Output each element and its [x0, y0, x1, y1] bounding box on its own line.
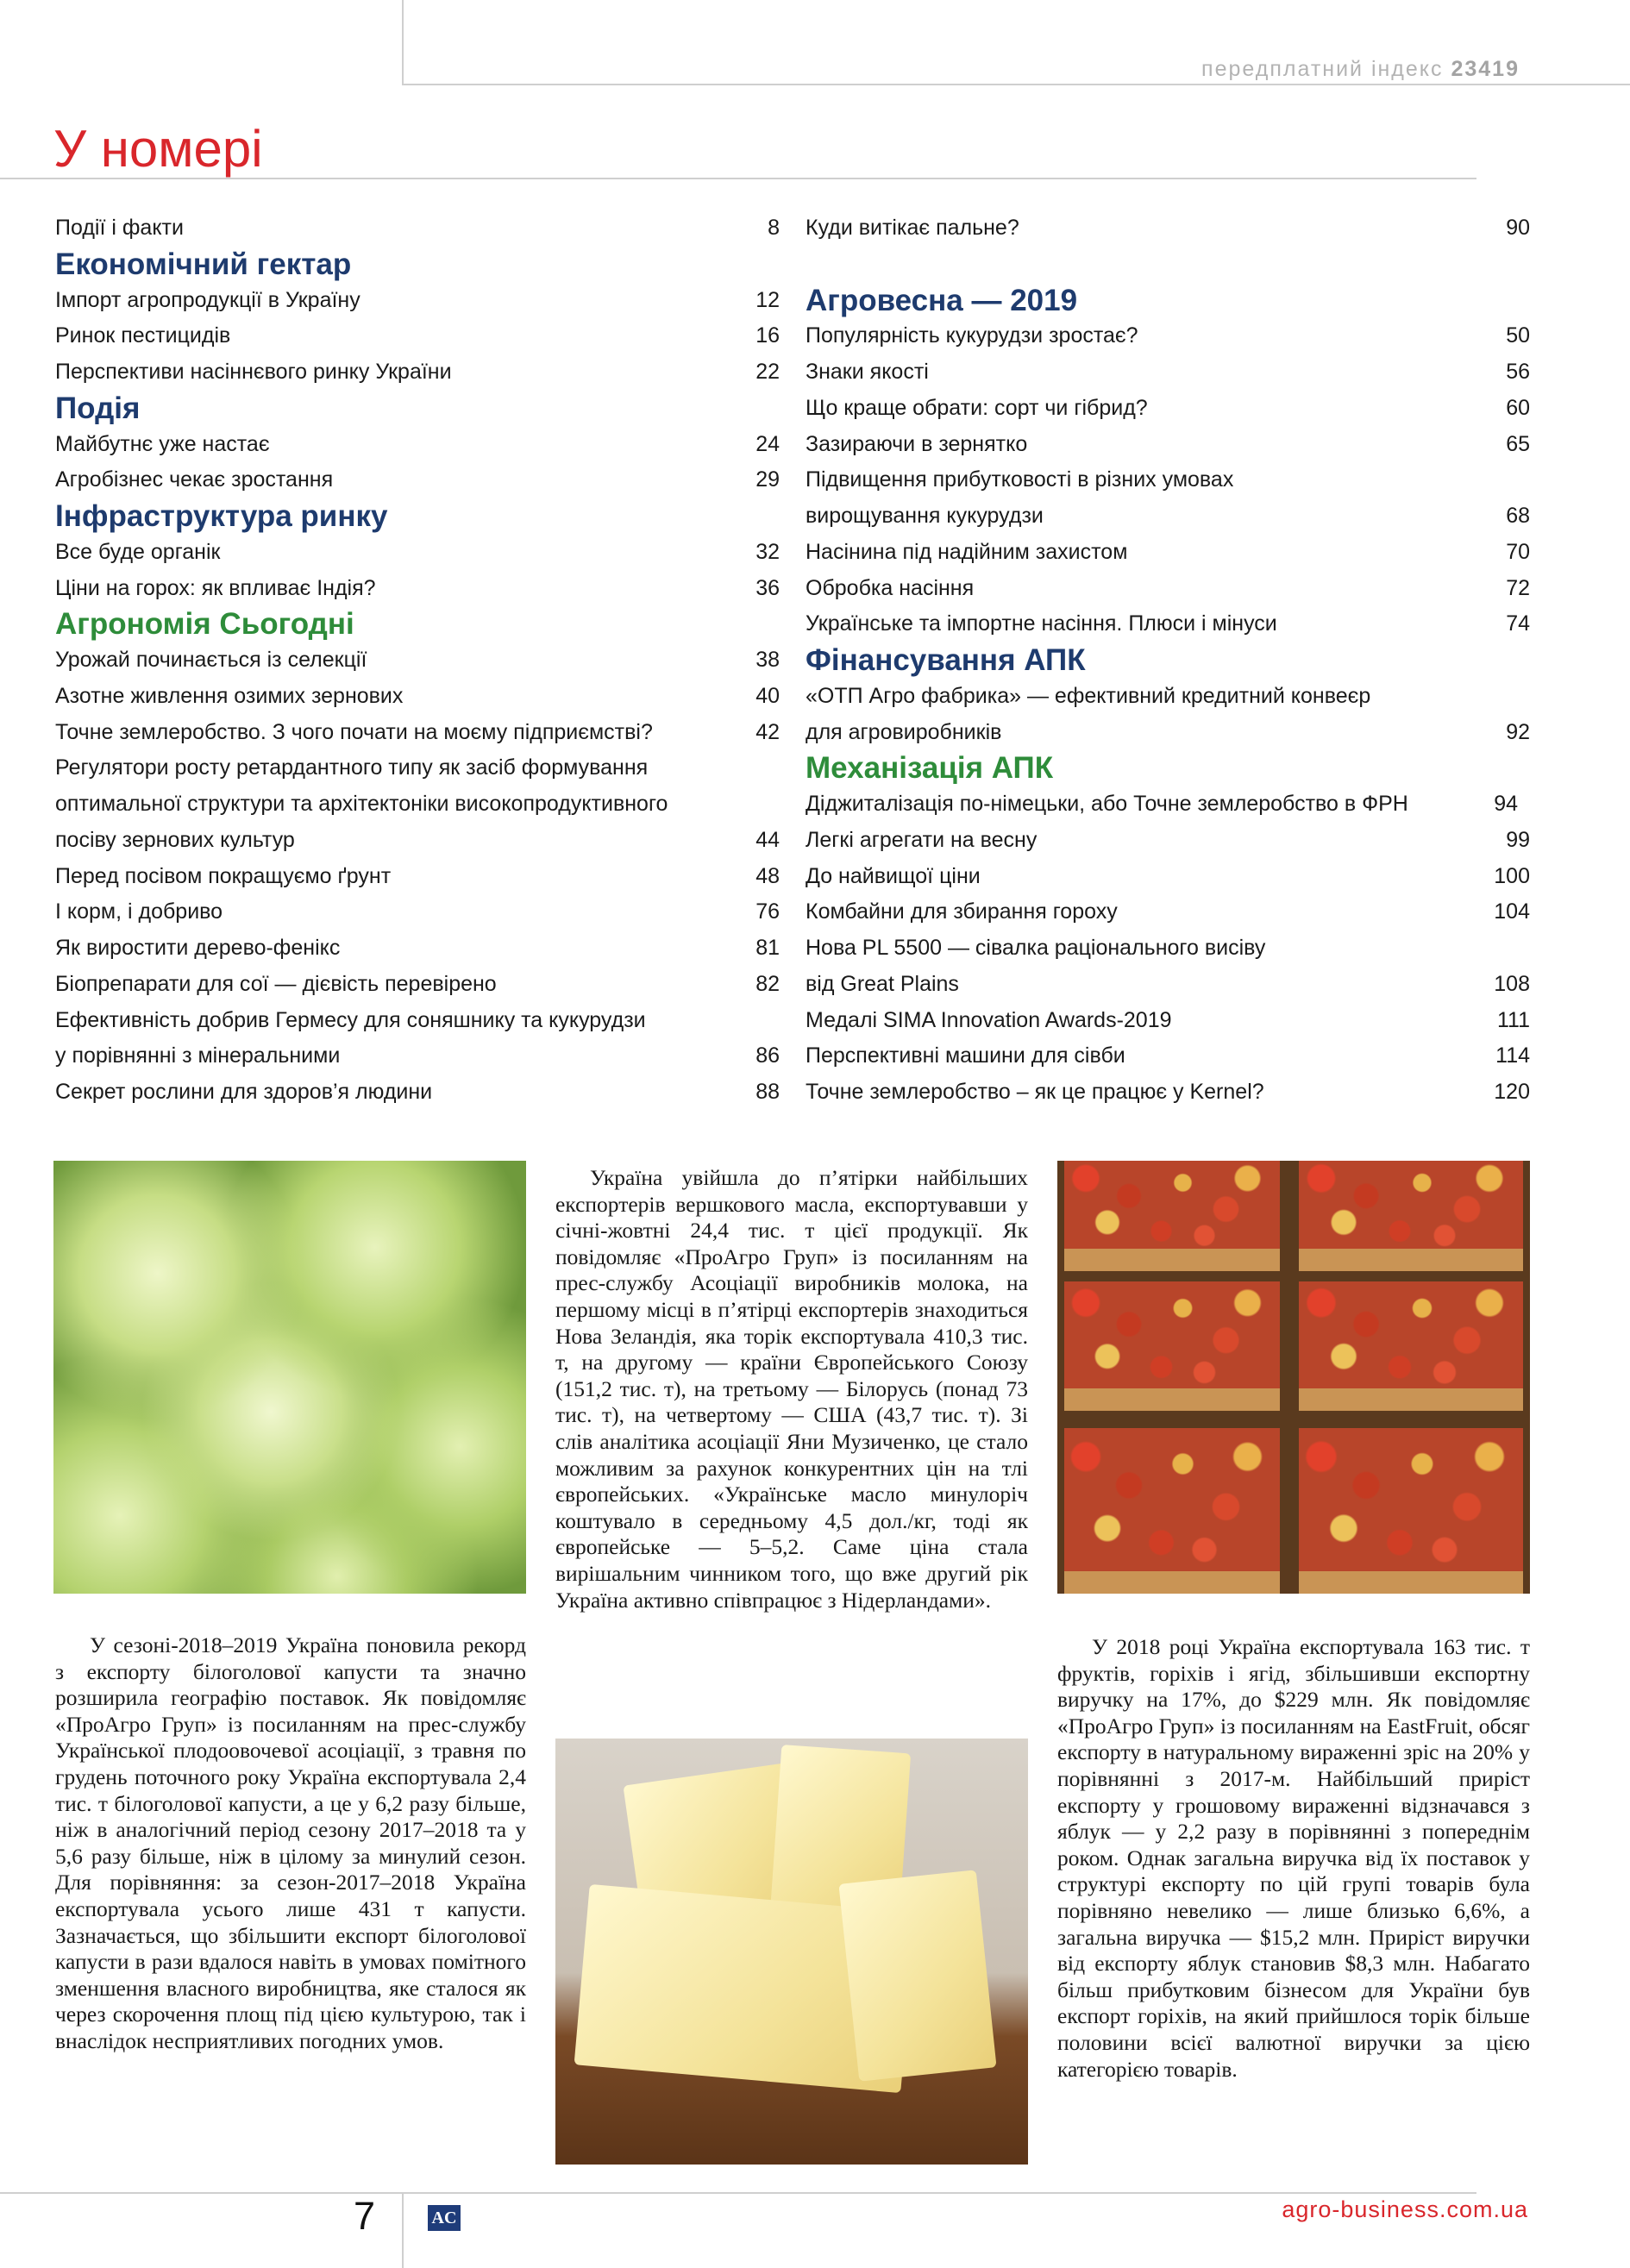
apple-crate — [1064, 1428, 1280, 1594]
toc-item-title: «ОТП Агро фабрика» — ефективний кредитний конвеєр — [806, 683, 1371, 708]
toc-item[interactable] — [806, 715, 1530, 751]
toc-item-title: оптимальної структури та архітектоніки високопродуктивного — [55, 792, 668, 816]
toc-item[interactable] — [806, 823, 1530, 859]
toc-item[interactable] — [55, 823, 780, 859]
toc-item-title: Підвищення прибутковості в різних умовах — [806, 467, 1234, 492]
toc-item-title: Події і факти — [55, 216, 184, 240]
toc-item[interactable] — [806, 318, 1530, 354]
fruit-article: У 2018 році Україна експортувала 163 тис. т фруктів, горіхів і ягід, збільшивши експортну виручку на 17%, до $229 млн. Як повідомляє «ПроАгро Груп» із посиланням на EastFruit, обсяг експорту в натуральному вираженні зріс на 20% у порівнянні з 2017-м. Найбільший приріст експорту у грошовому вираженні відзначався з яблук — у 2,2 разу в порівнянні з попереднім роком. Однак загальна виручка від їх поставок у структурі експорту по цій групі товарів була порівняно невелико — лише близько 6,6%, а загальна виручка — $15,2 млн. Приріст виручки від експорту яблук становив $8,3 млн. Набагато більш прибутковим бізнесом для України був експорт горіхів, на який прийшлося торік більше половини всієї валютної виручки за цією категорією товарів. — [1057, 1634, 1530, 2082]
toc-item[interactable] — [806, 606, 1530, 642]
header-divider — [402, 84, 1630, 85]
toc-item[interactable] — [806, 498, 1530, 535]
toc-item-title: Популярність кукурудзи зростає? — [806, 323, 1138, 348]
toc-item-title: Все буде органік — [55, 539, 221, 564]
toc-item[interactable] — [806, 391, 1530, 427]
toc-item[interactable] — [55, 715, 780, 751]
apple-crate — [1299, 1428, 1523, 1594]
toc-item[interactable] — [55, 318, 780, 354]
toc-item-page: 36 — [755, 575, 780, 600]
toc-item-title: Перспективи насіннєвого ринку України — [55, 360, 452, 384]
butter-article: Україна увійшла до п’ятірки найбільших експортерів вершкового масла, експортувавши у січні-жовтні 24,4 тис. т цієї продукції. Як повідомляє «ПроАгро Груп» із посиланням на прес-службу Асоціації виробників молока, на першому місці в п’ятірці експортерів знаходиться Нова Зеландія, яка торік експортувала 410,3 тис. т, на другому — країни Європейського Союзу (151,2 тис. т), на третьому — Білорусь (понад 73 тис. т), на четвертому — США (43,7 тис. т). Зі слів аналітика асоціації Яни Музиченко, це стало можливим за рахунок конкурентних цін на тлі європейських. «Українське масло минулоріч коштувало в середньому 4,5 дол./кг, тоді як європейське — 5–5,2. Саме ціна стала вирішальним чинником того, що вже другий рік Україна активно співпрацює з Нідерландами». — [555, 1165, 1028, 1613]
toc-item-page: 94 — [1494, 792, 1518, 816]
toc-item-title: Регулятори росту ретардантного типу як засіб формування — [55, 755, 649, 780]
subscription-number: 23419 — [1451, 57, 1520, 81]
toc-item[interactable] — [55, 210, 780, 247]
toc-item[interactable] — [55, 427, 780, 463]
toc-item[interactable] — [55, 642, 780, 679]
toc-item-title: Перед посівом покращуємо ґрунт — [55, 863, 392, 888]
cabbage-article: У сезоні-2018–2019 Україна поновила рекорд з експорту білоголової капусти та значно розширила географію поставок. Як повідомляє «ПроАгро Груп» із посиланням на прес-службу Української плодоовочевої асоціації, з травня по грудень поточного року Україна експортувала 2,4 тис. т білоголової капусти, а це у 6,2 разу більше, ніж в аналогічний період сезону 2017–2018 та у 5,6 разу більше, ніж в цілому за минулий сезон. Для порівняння: за сезон-2017–2018 Україна експортувала усього лише 431 т капусти. Зазначається, що збільшити експорт білоголової капусти в рази вдалося навіть в умовах помітного зменшення власного виробництва, яке сталося як через скорочення площ під цією культурою, так і внаслідок несприятливих погодних умов. — [55, 1632, 526, 2053]
subscription-index — [1201, 57, 1520, 82]
toc-item[interactable] — [806, 1074, 1530, 1111]
toc-item-title: Азотне живлення озимих зернових — [55, 683, 404, 708]
toc-item[interactable] — [806, 1003, 1530, 1039]
toc-item-title: Що краще обрати: сорт чи гібрид? — [806, 395, 1148, 420]
toc-item-title: Нова PL 5500 — сівалка раціонального висіву — [806, 936, 1266, 960]
toc-item-line[interactable] — [806, 462, 1530, 498]
toc-item-title: Обробка насіння — [806, 575, 975, 600]
footer-divider-vertical — [402, 2192, 404, 2268]
toc-item-page: 16 — [755, 323, 780, 348]
toc-item-page: 90 — [1506, 216, 1530, 240]
toc-item-title: Точне землеробство. З чого почати на моєму підприємстві? — [55, 719, 653, 744]
toc-item-line[interactable] — [806, 679, 1530, 715]
toc-item[interactable] — [55, 354, 780, 391]
toc-item-title: Секрет рослини для здоров’я людини — [55, 1080, 433, 1104]
toc-item[interactable] — [806, 1038, 1530, 1074]
toc-item-title: Насінина під надійним захистом — [806, 539, 1128, 564]
toc-item-title: Медалі SIMA Innovation Awards-2019 — [806, 1007, 1172, 1032]
toc-section-heading: Механізація АПК — [806, 751, 1054, 786]
toc-item[interactable] — [806, 967, 1530, 1003]
toc-left-column — [55, 210, 780, 1111]
apple-crate — [1064, 1161, 1280, 1271]
toc-item-title: Діджиталізація по-німецьки, або Точне землеробство в ФРН — [806, 792, 1408, 816]
toc-item[interactable] — [55, 1074, 780, 1111]
toc-item-page: 92 — [1506, 719, 1530, 744]
toc-item-title: Як виростити дерево-фенікс — [55, 936, 341, 960]
toc-item-title: Точне землеробство – як це працює у Kernel? — [806, 1080, 1264, 1104]
toc-item[interactable] — [806, 786, 1530, 823]
toc-section-heading: Інфраструктура ринку — [55, 499, 388, 533]
toc-item-line[interactable] — [806, 930, 1530, 967]
toc-item-page: 24 — [755, 431, 780, 456]
toc-item-page: 48 — [755, 863, 780, 888]
toc-item-page: 44 — [755, 827, 780, 852]
toc-item-page: 32 — [755, 539, 780, 564]
toc-item-page: 70 — [1506, 539, 1530, 564]
cabbage-photo — [53, 1161, 526, 1594]
toc-item-page: 42 — [755, 719, 780, 744]
toc-item[interactable] — [806, 571, 1530, 607]
toc-item-title: Легкі агрегати на весну — [806, 827, 1038, 852]
toc-item-title: Біопрепарати для сої — дієвість перевірено — [55, 971, 497, 996]
toc-item[interactable] — [806, 427, 1530, 463]
toc-item[interactable] — [806, 210, 1530, 247]
toc-item-line[interactable] — [55, 786, 780, 823]
apples-photo — [1057, 1161, 1530, 1594]
toc-section-heading: Агрономія Сьогодні — [55, 607, 354, 642]
toc-item[interactable] — [55, 859, 780, 895]
toc-item[interactable] — [806, 354, 1530, 391]
toc-item-page: 74 — [1506, 611, 1530, 636]
toc-item-title: Зазираючи в зернятко — [806, 431, 1028, 456]
toc-item-page: 40 — [755, 683, 780, 708]
toc-item-title: Перспективні машини для сівби — [806, 1043, 1125, 1068]
toc-item-title: Майбутнє уже настає — [55, 431, 270, 456]
toc-item-title: Українське та імпортне насіння. Плюси і мінуси — [806, 611, 1277, 636]
toc-item-title: Імпорт агропродукції в Україну — [55, 287, 360, 312]
toc-item[interactable] — [806, 894, 1530, 930]
toc-item-title: Урожай починається із селекції — [55, 648, 367, 672]
toc-item-page: 38 — [755, 648, 780, 672]
toc-item-title: Агробізнес чекає зростання — [55, 467, 334, 492]
toc-item-page: 56 — [1506, 360, 1530, 384]
header-divider-vertical — [402, 0, 404, 85]
toc-item-title: Куди витікає пальне? — [806, 216, 1019, 240]
toc-item-title: Комбайни для збирання гороху — [806, 899, 1118, 924]
toc-item-title: Ефективність добрив Гермесу для соняшнику та кукурудзи — [55, 1007, 646, 1032]
toc-item-title: Ціни на горох: як впливає Індія? — [55, 575, 376, 600]
toc-item-page: 104 — [1494, 899, 1530, 924]
butter-photo — [555, 1739, 1028, 2165]
toc-item-title: вирощування кукурудзи — [806, 504, 1044, 528]
butter-piece — [838, 1870, 996, 2081]
subscription-label: передплатний індекс — [1201, 57, 1444, 81]
toc-section-heading: Агровесна — 2019 — [806, 283, 1078, 317]
toc-section-heading: Фінансування АПК — [806, 643, 1086, 677]
toc-item[interactable] — [55, 1038, 780, 1074]
toc-section-heading: Подія — [55, 391, 141, 425]
footer-divider — [0, 2192, 1476, 2194]
toc-item-page: 100 — [1494, 863, 1530, 888]
toc-item-page: 120 — [1494, 1080, 1530, 1104]
toc-item-page: 111 — [1496, 1007, 1530, 1032]
toc-item-page: 65 — [1506, 431, 1530, 456]
toc-item-page: 8 — [768, 216, 780, 240]
apple-crate — [1064, 1281, 1280, 1411]
toc-item-line[interactable] — [55, 1003, 780, 1039]
toc-item-title: для агровиробників — [806, 719, 1002, 744]
toc-right-column — [806, 210, 1530, 1111]
title-divider — [0, 178, 1476, 179]
toc-item[interactable] — [55, 930, 780, 967]
toc-item-title: До найвищої ціни — [806, 863, 981, 888]
toc-item-page: 72 — [1506, 575, 1530, 600]
toc-item-title: від Great Plains — [806, 971, 959, 996]
toc-item-page: 114 — [1495, 1043, 1530, 1068]
toc-item-page: 12 — [755, 287, 780, 312]
toc-item-page: 86 — [755, 1043, 780, 1068]
toc-item-page: 99 — [1506, 827, 1530, 852]
toc-item-title: І корм, і добриво — [55, 899, 223, 924]
toc-item[interactable] — [55, 967, 780, 1003]
toc-item-page: 68 — [1506, 504, 1530, 528]
toc-item-line[interactable] — [55, 750, 780, 786]
toc-item[interactable] — [55, 283, 780, 319]
toc-item-page: 82 — [755, 971, 780, 996]
toc-item-page: 29 — [755, 467, 780, 492]
toc-item-title: Ринок пестицидів — [55, 323, 231, 348]
page-number: 7 — [354, 2194, 376, 2238]
toc-item-page: 60 — [1506, 395, 1530, 420]
toc-item[interactable] — [55, 894, 780, 930]
toc-item[interactable] — [806, 535, 1530, 571]
toc-item-page: 50 — [1506, 323, 1530, 348]
toc-item[interactable] — [55, 462, 780, 498]
toc-item[interactable] — [55, 535, 780, 571]
toc-item-page: 108 — [1494, 971, 1530, 996]
toc-item-page: 22 — [755, 360, 780, 384]
toc-section-heading: Економічний гектар — [55, 247, 352, 281]
toc-item-page: 81 — [755, 936, 780, 960]
ac-logo: AC — [428, 2205, 461, 2231]
toc-spacer — [806, 247, 1530, 283]
toc-item-page: 76 — [755, 899, 780, 924]
apple-crate — [1299, 1281, 1523, 1411]
toc-item-title: посіву зернових культур — [55, 827, 295, 852]
page-title: У номері — [53, 120, 263, 178]
apple-crate — [1299, 1161, 1523, 1271]
toc-item[interactable] — [55, 679, 780, 715]
toc-item-title: Знаки якості — [806, 360, 929, 384]
toc-item-page: 88 — [755, 1080, 780, 1104]
toc-item[interactable] — [806, 859, 1530, 895]
toc-item[interactable] — [55, 571, 780, 607]
toc-item-title: у порівнянні з мінеральними — [55, 1043, 341, 1068]
website-link[interactable]: agro-business.com.ua — [1282, 2196, 1528, 2222]
